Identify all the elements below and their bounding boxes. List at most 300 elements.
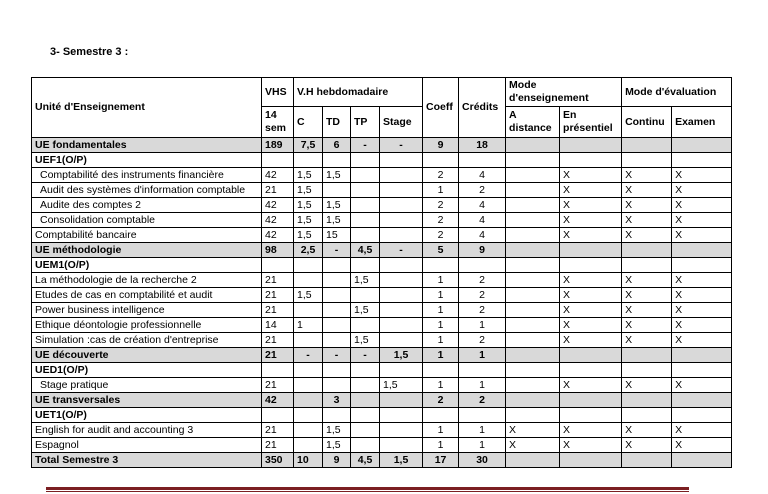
cell-en-presentiel [560,363,622,378]
cell-tp: 1,5 [351,333,380,348]
cell-coeff: 1 [423,348,459,363]
row-label: UED1(O/P) [32,363,262,378]
cell-credits: 2 [459,303,506,318]
cell-a-distance [506,138,560,153]
table-row-course [32,213,732,228]
table-row-sub [32,258,732,273]
cell-credits: 1 [459,318,506,333]
table-row-course [32,378,732,393]
cell-examen: X [672,228,732,243]
cell-vhs: 14 [262,318,294,333]
cell-coeff: 1 [423,438,459,453]
cell-en-presentiel [560,153,622,168]
row-label: Power business intelligence [32,303,262,318]
cell-examen: X [672,168,732,183]
table-row-group [32,348,732,363]
header-unite: Unité d'Enseignement [32,78,262,138]
footer-rule-thin [46,491,689,492]
table-row-course [32,168,732,183]
cell-td: 6 [323,138,351,153]
cell-c: 2,5 [294,243,323,258]
header-stage: Stage [380,107,423,138]
cell-en-presentiel: X [560,198,622,213]
cell-tp [351,408,380,423]
cell-coeff: 1 [423,378,459,393]
cell-en-presentiel [560,258,622,273]
cell-stage [380,228,423,243]
cell-credits [459,258,506,273]
cell-vhs: 21 [262,333,294,348]
row-label: Espagnol [32,438,262,453]
cell-td [323,333,351,348]
cell-tp [351,318,380,333]
cell-examen [672,243,732,258]
cell-continu: X [622,228,672,243]
cell-tp: 1,5 [351,273,380,288]
cell-credits [459,363,506,378]
curriculum-table [31,77,732,468]
cell-tp: - [351,138,380,153]
cell-tp [351,423,380,438]
cell-examen: X [672,213,732,228]
cell-td [323,258,351,273]
row-label: Etudes de cas en comptabilité et audit [32,288,262,303]
cell-credits: 30 [459,453,506,468]
header-td: TD [323,107,351,138]
cell-vhs [262,408,294,423]
cell-a-distance: X [506,423,560,438]
cell-tp [351,363,380,378]
cell-c [294,153,323,168]
cell-en-presentiel: X [560,438,622,453]
cell-stage [380,408,423,423]
cell-tp [351,228,380,243]
cell-stage [380,168,423,183]
header-14-sem: 14 sem [262,107,294,138]
cell-a-distance [506,168,560,183]
cell-c [294,273,323,288]
cell-a-distance [506,378,560,393]
cell-a-distance: X [506,438,560,453]
cell-tp: - [351,348,380,363]
cell-continu [622,258,672,273]
cell-coeff: 2 [423,213,459,228]
cell-c: 1,5 [294,228,323,243]
cell-c: 1 [294,318,323,333]
cell-a-distance [506,348,560,363]
cell-vhs: 189 [262,138,294,153]
row-label: Simulation :cas de création d'entreprise [32,333,262,348]
cell-examen [672,408,732,423]
cell-en-presentiel: X [560,378,622,393]
header-a-distance: A distance [506,107,560,138]
cell-a-distance [506,408,560,423]
cell-coeff: 5 [423,243,459,258]
cell-credits: 4 [459,228,506,243]
cell-td [323,288,351,303]
cell-a-distance [506,303,560,318]
cell-stage: 1,5 [380,453,423,468]
cell-continu: X [622,273,672,288]
cell-tp [351,168,380,183]
cell-continu [622,453,672,468]
cell-continu: X [622,303,672,318]
cell-td [323,183,351,198]
cell-en-presentiel [560,408,622,423]
row-label: Stage pratique [32,378,262,393]
cell-tp [351,438,380,453]
row-label: UET1(O/P) [32,408,262,423]
row-label: Ethique déontologie professionnelle [32,318,262,333]
cell-examen: X [672,333,732,348]
cell-continu: X [622,438,672,453]
table-row-group [32,138,732,153]
table-row-course [32,198,732,213]
cell-en-presentiel [560,453,622,468]
cell-continu [622,243,672,258]
cell-tp [351,213,380,228]
cell-vhs: 42 [262,228,294,243]
cell-td: 3 [323,393,351,408]
cell-coeff: 2 [423,393,459,408]
table-row-course [32,183,732,198]
cell-td: - [323,348,351,363]
cell-continu: X [622,378,672,393]
cell-tp [351,288,380,303]
cell-c [294,303,323,318]
cell-tp [351,198,380,213]
cell-continu: X [622,168,672,183]
cell-examen [672,348,732,363]
cell-credits: 1 [459,423,506,438]
cell-c: 1,5 [294,183,323,198]
cell-coeff [423,408,459,423]
header-coeff: Coeff [423,78,459,138]
cell-stage: 1,5 [380,378,423,393]
cell-examen: X [672,273,732,288]
cell-c: - [294,348,323,363]
row-label: UE fondamentales [32,138,262,153]
header-vhs: VHS [262,78,294,107]
cell-continu: X [622,198,672,213]
cell-td: 1,5 [323,213,351,228]
cell-vhs: 42 [262,393,294,408]
table-row-course [32,303,732,318]
cell-vhs: 21 [262,423,294,438]
cell-en-presentiel: X [560,333,622,348]
header-c: C [294,107,323,138]
cell-stage [380,333,423,348]
cell-stage [380,303,423,318]
cell-stage [380,273,423,288]
cell-credits [459,153,506,168]
cell-vhs: 21 [262,183,294,198]
cell-examen: X [672,303,732,318]
cell-credits: 4 [459,198,506,213]
cell-stage [380,393,423,408]
cell-td [323,318,351,333]
cell-vhs: 21 [262,288,294,303]
cell-tp [351,183,380,198]
cell-coeff: 1 [423,183,459,198]
cell-c: 1,5 [294,168,323,183]
cell-td: 1,5 [323,198,351,213]
cell-examen [672,258,732,273]
cell-examen: X [672,438,732,453]
cell-en-presentiel: X [560,303,622,318]
cell-examen [672,393,732,408]
cell-c [294,393,323,408]
cell-stage [380,318,423,333]
cell-c [294,408,323,423]
cell-en-presentiel: X [560,318,622,333]
cell-examen: X [672,423,732,438]
cell-en-presentiel: X [560,183,622,198]
cell-c: 1,5 [294,198,323,213]
cell-credits: 2 [459,333,506,348]
cell-c [294,378,323,393]
cell-a-distance [506,198,560,213]
row-label: UEM1(O/P) [32,258,262,273]
cell-continu [622,348,672,363]
cell-vhs: 42 [262,168,294,183]
row-label: UE transversales [32,393,262,408]
section-heading: 3- Semestre 3 : [50,46,129,58]
cell-coeff: 9 [423,138,459,153]
cell-td [323,408,351,423]
cell-coeff: 1 [423,303,459,318]
cell-examen: X [672,183,732,198]
cell-coeff: 17 [423,453,459,468]
cell-credits: 2 [459,273,506,288]
table-row-sub [32,363,732,378]
cell-coeff: 1 [423,273,459,288]
cell-coeff: 1 [423,333,459,348]
cell-td: 1,5 [323,168,351,183]
cell-credits: 9 [459,243,506,258]
cell-stage [380,438,423,453]
cell-a-distance [506,288,560,303]
cell-en-presentiel: X [560,288,622,303]
cell-a-distance [506,153,560,168]
header-tp: TP [351,107,380,138]
table-row-course [32,228,732,243]
row-label: Comptabilité bancaire [32,228,262,243]
cell-vhs: 21 [262,438,294,453]
row-label: UE découverte [32,348,262,363]
header-en-presentiel: En présentiel [560,107,622,138]
cell-en-presentiel [560,243,622,258]
row-label: Audit des systèmes d'information comptable [32,183,262,198]
cell-a-distance [506,318,560,333]
cell-continu: X [622,423,672,438]
cell-continu [622,393,672,408]
footer-rule [46,487,689,490]
cell-vhs: 42 [262,213,294,228]
cell-c: 1,5 [294,288,323,303]
header-vh-hebdo: V.H hebdomadaire [294,78,423,107]
row-label: English for audit and accounting 3 [32,423,262,438]
cell-coeff: 1 [423,423,459,438]
cell-continu [622,408,672,423]
cell-tp: 1,5 [351,303,380,318]
cell-examen: X [672,378,732,393]
table-row-course [32,333,732,348]
cell-examen [672,453,732,468]
row-label: Audite des comptes 2 [32,198,262,213]
cell-coeff: 1 [423,288,459,303]
cell-coeff: 1 [423,318,459,333]
cell-tp [351,153,380,168]
cell-coeff [423,363,459,378]
cell-a-distance [506,258,560,273]
table-row-total [32,453,732,468]
cell-credits: 4 [459,213,506,228]
cell-c [294,423,323,438]
cell-en-presentiel: X [560,228,622,243]
cell-c [294,258,323,273]
table-row-course [32,423,732,438]
cell-credits: 1 [459,438,506,453]
cell-examen: X [672,288,732,303]
cell-stage [380,183,423,198]
cell-coeff [423,258,459,273]
cell-en-presentiel: X [560,213,622,228]
cell-c [294,363,323,378]
table-row-sub [32,408,732,423]
cell-continu: X [622,288,672,303]
cell-td: 9 [323,453,351,468]
cell-vhs: 98 [262,243,294,258]
cell-a-distance [506,393,560,408]
cell-coeff: 2 [423,198,459,213]
cell-coeff [423,153,459,168]
cell-en-presentiel: X [560,273,622,288]
row-label: Comptabilité des instruments financière [32,168,262,183]
table-row-course [32,288,732,303]
cell-stage [380,258,423,273]
cell-continu [622,138,672,153]
cell-credits: 2 [459,393,506,408]
table-row-course [32,273,732,288]
cell-stage [380,363,423,378]
cell-td [323,153,351,168]
header-mode-evaluation: Mode d'évaluation [622,78,732,107]
table-row-group [32,393,732,408]
table-body [32,138,732,468]
cell-continu: X [622,318,672,333]
cell-stage [380,198,423,213]
cell-coeff: 2 [423,168,459,183]
cell-continu: X [622,183,672,198]
cell-stage: - [380,243,423,258]
cell-continu: X [622,333,672,348]
cell-stage: 1,5 [380,348,423,363]
cell-a-distance [506,363,560,378]
cell-vhs: 21 [262,378,294,393]
table-row-course [32,318,732,333]
cell-vhs [262,258,294,273]
table-row-sub [32,153,732,168]
cell-vhs: 350 [262,453,294,468]
cell-credits: 1 [459,378,506,393]
cell-examen [672,153,732,168]
cell-vhs: 21 [262,273,294,288]
cell-examen [672,363,732,378]
cell-tp [351,393,380,408]
cell-td: - [323,243,351,258]
cell-credits: 18 [459,138,506,153]
cell-td: 1,5 [323,438,351,453]
cell-c: 1,5 [294,213,323,228]
header-mode-enseignement: Mode d'enseignement [506,78,622,107]
cell-stage [380,213,423,228]
cell-a-distance [506,213,560,228]
cell-en-presentiel: X [560,423,622,438]
cell-continu: X [622,213,672,228]
cell-td [323,273,351,288]
cell-stage [380,423,423,438]
table-row-group [32,243,732,258]
row-label: UEF1(O/P) [32,153,262,168]
cell-stage [380,288,423,303]
row-label: Total Semestre 3 [32,453,262,468]
cell-td [323,378,351,393]
cell-examen [672,138,732,153]
header-credits: Crédits [459,78,506,138]
cell-a-distance [506,228,560,243]
cell-a-distance [506,183,560,198]
cell-examen: X [672,318,732,333]
cell-c: 10 [294,453,323,468]
cell-coeff: 2 [423,228,459,243]
cell-a-distance [506,243,560,258]
header-examen: Examen [672,107,732,138]
cell-en-presentiel [560,348,622,363]
cell-credits: 1 [459,348,506,363]
cell-tp: 4,5 [351,243,380,258]
cell-stage: - [380,138,423,153]
cell-stage [380,153,423,168]
cell-continu [622,153,672,168]
cell-credits [459,408,506,423]
cell-a-distance [506,453,560,468]
cell-vhs [262,363,294,378]
cell-credits: 2 [459,288,506,303]
cell-c [294,333,323,348]
cell-a-distance [506,273,560,288]
cell-td [323,303,351,318]
cell-tp [351,378,380,393]
cell-td: 15 [323,228,351,243]
cell-en-presentiel [560,393,622,408]
cell-td [323,363,351,378]
cell-vhs [262,153,294,168]
cell-tp: 4,5 [351,453,380,468]
cell-credits: 4 [459,168,506,183]
cell-c [294,438,323,453]
cell-en-presentiel [560,138,622,153]
cell-vhs: 21 [262,348,294,363]
cell-examen: X [672,198,732,213]
cell-credits: 2 [459,183,506,198]
cell-continu [622,363,672,378]
cell-a-distance [506,333,560,348]
cell-td: 1,5 [323,423,351,438]
row-label: UE méthodologie [32,243,262,258]
cell-tp [351,258,380,273]
header-continu: Continu [622,107,672,138]
